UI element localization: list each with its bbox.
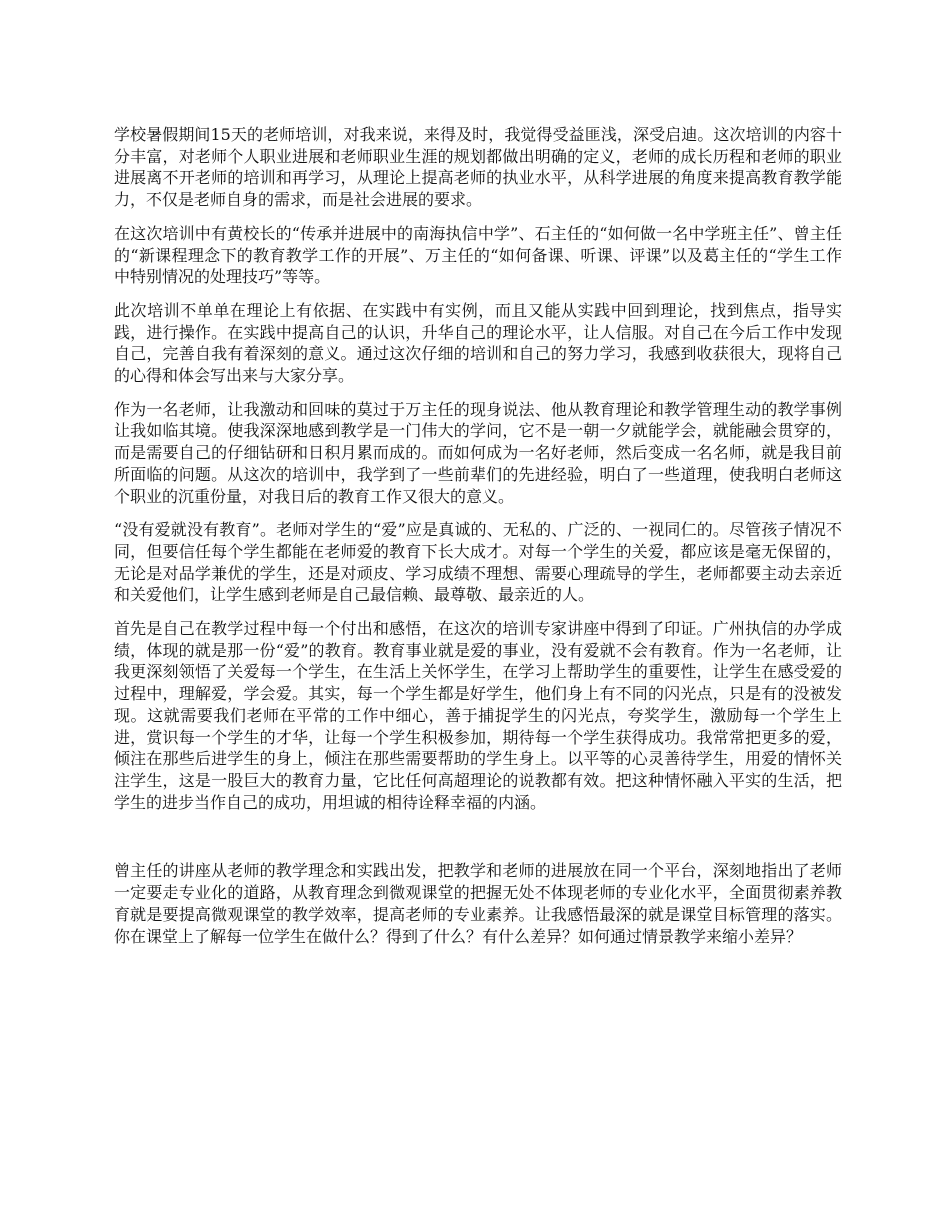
paragraph-caring-students: 首先是自己在教学过程中每一个付出和感悟，在这次的培训专家讲座中得到了印证。广州执信的办学成绩，体现的就是那一份“爱”的教育。教育事业就是爱的事业，没有爱就不会有教育。作为一名老师，让我更深刻领悟了关爱每一个学生，在生活上关怀学生，在学习上帮助学生的重要性，让学生在感受爱的过程中，理解爱，学会爱。其实，每一个学生都是好学生，他们身上有不同的闪光点，只是有的没被发现。这就需要我们老师在平常的工作中细心，善于捕捉学生的闪光点，夸奖学生，激励每一个学生上进，赏识每一个学生的才华，让每一个学生积极参加，期待每一个学生获得成功。我常常把更多的爱，倾注在那些后进学生的身上，倾注在那些需要帮助的学生身上。以平等的心灵善待学生，用爱的情怀关注学生，这是一股巨大的教育力量，它比任何高超理论的说教都有效。把这种情怀融入平实的生活，把学生的进步当作自己的成功，用坦诚的相待诠释幸福的内涵。 — [114, 619, 842, 812]
paragraph-teacher-reflection: 作为一名老师，让我激动和回味的莫过于万主任的现身说法、他从教育理论和教学管理生动的教学事例让我如临其境。使我深深地感到教学是一门伟大的学问，它不是一朝一夕就能学会，就能融会贯穿的，而是需要自己的仔细钻研和日积月累而成的。而如何成为一名好老师，然后变成一名名师，就是我目前所面临的问题。从这次的培训中，我学到了一些前辈们的先进经验，明白了一些道理，使我明白老师这个职业的沉重份量，对我日后的教育工作又很大的意义。 — [114, 399, 842, 506]
paragraph-lecture-list: 在这次培训中有黄校长的“传承并进展中的南海执信中学”、石主任的“如何做一名中学班主任”、曾主任的“新课程理念下的教育教学工作的开展”、万主任的“如何备课、听课、评课”以及葛主任的“学生工作中特别情况的处理技巧”等等。 — [114, 223, 842, 287]
paragraph-professional-development: 曾主任的讲座从老师的教学理念和实践出发，把教学和老师的进展放在同一个平台，深刻地指出了老师一定要走专业化的道路，从教育理念到微观课堂的把握无处不体现老师的专业化水平，全面贯彻素养教育就是要提高微观课堂的教学效率，提高老师的专业素养。让我感悟最深的就是课堂目标管理的落实。你在课堂上了解每一位学生在做什么？得到了什么？有什么差异？如何通过情景教学来缩小差异？ — [114, 861, 842, 946]
paragraph-love-education: “没有爱就没有教育”。老师对学生的“爱”应是真诚的、无私的、广泛的、一视同仁的。尽管孩子情况不同，但要信任每个学生都能在老师爱的教育下长大成才。对每一个学生的关爱，都应该是毫无保留的，无论是对品学兼优的学生，还是对顽皮、学习成绩不理想、需要心理疏导的学生，老师都要主动去亲近和关爱他们，让学生感到老师是自己最信赖、最尊敬、最亲近的人。 — [114, 520, 842, 605]
document-body — [114, 124, 842, 959]
paragraph-intro: 学校暑假期间15天的老师培训，对我来说，来得及时，我觉得受益匪浅，深受启迪。这次培训的内容十分丰富，对老师个人职业进展和老师职业生涯的规划都做出明确的定义，老师的成长历程和老师的职业进展离不开老师的培训和再学习，从理论上提高老师的执业水平，从科学进展的角度来提高教育教学能力，不仅是老师自身的需求，而是社会进展的要求。 — [114, 125, 842, 210]
paragraph-training-value: 此次培训不单单在理论上有依据、在实践中有实例，而且又能从实践中回到理论，找到焦点，指导实践，进行操作。在实践中提高自己的认识，升华自己的理论水平，让人信服。对自己在今后工作中发现自己，完善自我有着深刻的意义。通过这次仔细的培训和自己的努力学习，我感到收获很大，现将自己的心得和体会写出来与大家分享。 — [114, 300, 842, 386]
